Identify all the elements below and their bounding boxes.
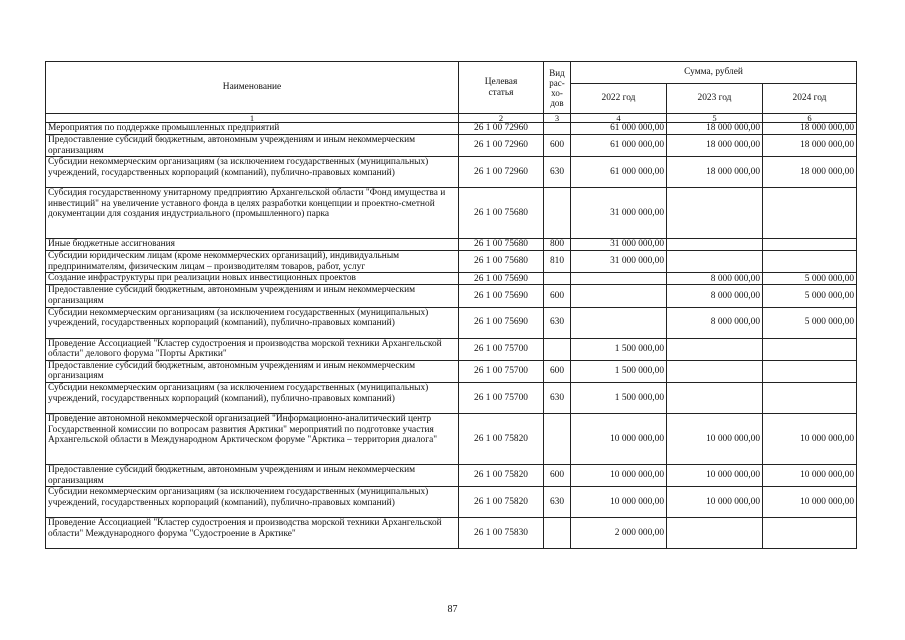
row-sum-2024-cell — [763, 382, 857, 413]
row-sum-2023-cell — [667, 338, 763, 360]
row-expense-type-cell — [544, 273, 571, 285]
row-sum-2023-cell: 18 000 000,00 — [667, 135, 763, 157]
table-row — [46, 239, 857, 251]
row-name-cell: Проведение Ассоциацией "Кластер судостроения и производства морской техники Архангельской области" Международного форума "Судостроение в Арктике" — [46, 518, 459, 549]
row-sum-2023-cell: 10 000 000,00 — [667, 413, 763, 464]
table-row — [46, 382, 857, 413]
row-expense-type-cell — [544, 338, 571, 360]
column-index: 3 — [544, 114, 571, 123]
row-sum-2022-cell — [571, 273, 667, 285]
column-index: 6 — [763, 114, 857, 123]
row-expense-type-cell — [544, 123, 571, 135]
row-sum-2023-cell: 8 000 000,00 — [667, 285, 763, 307]
row-sum-2024-cell: 18 000 000,00 — [763, 123, 857, 135]
row-sum-2022-cell: 10 000 000,00 — [571, 487, 667, 518]
row-name-cell: Предоставление субсидий бюджетным, автономным учреждениям и иным некоммерческим организациям — [46, 464, 459, 486]
row-name-cell: Проведение Ассоциацией "Кластер судостроения и производства морской техники Архангельской области" делового форума "Порты Арктики" — [46, 338, 459, 360]
row-target-article-cell: 26 1 00 75680 — [459, 188, 544, 239]
row-name-cell: Субсидии некоммерческим организациям (за исключением государственных (муниципальных) учреждений, государственных корпораций (компаний), публично-правовых компаний) — [46, 487, 459, 518]
row-target-article-cell: 26 1 00 75700 — [459, 338, 544, 360]
row-target-article-cell: 26 1 00 75700 — [459, 360, 544, 382]
row-expense-type-cell: 800 — [544, 239, 571, 251]
table-body — [46, 123, 857, 549]
table-row — [46, 338, 857, 360]
row-target-article-cell: 26 1 00 72960 — [459, 135, 544, 157]
header-sum: Сумма, рублей — [571, 62, 857, 84]
header-year-2023: 2023 год — [667, 84, 763, 114]
row-sum-2022-cell: 31 000 000,00 — [571, 251, 667, 273]
table-row — [46, 157, 857, 188]
row-target-article-cell: 26 1 00 75820 — [459, 487, 544, 518]
table-row — [46, 307, 857, 338]
column-index: 5 — [667, 114, 763, 123]
row-expense-type-cell — [544, 518, 571, 549]
row-sum-2024-cell — [763, 251, 857, 273]
row-name-cell: Предоставление субсидий бюджетным, автономным учреждениям и иным некоммерческим организациям — [46, 360, 459, 382]
row-sum-2024-cell — [763, 188, 857, 239]
row-expense-type-cell: 600 — [544, 360, 571, 382]
row-expense-type-cell — [544, 188, 571, 239]
row-sum-2024-cell — [763, 518, 857, 549]
row-sum-2024-cell: 18 000 000,00 — [763, 135, 857, 157]
column-index: 2 — [459, 114, 544, 123]
table-row — [46, 487, 857, 518]
row-sum-2022-cell: 61 000 000,00 — [571, 123, 667, 135]
header-year-2022: 2022 год — [571, 84, 667, 114]
row-name-cell: Субсидии юридическим лицам (кроме некоммерческих организаций), индивидуальным предпринимателям, физическим лицам – производителям товаров, работ, услуг — [46, 251, 459, 273]
row-sum-2022-cell: 1 500 000,00 — [571, 360, 667, 382]
row-target-article-cell: 26 1 00 72960 — [459, 157, 544, 188]
row-expense-type-cell — [544, 413, 571, 464]
row-name-cell: Субсидии некоммерческим организациям (за исключением государственных (муниципальных) учреждений, государственных корпораций (компаний), публично-правовых компаний) — [46, 382, 459, 413]
row-sum-2022-cell: 61 000 000,00 — [571, 157, 667, 188]
row-expense-type-cell: 630 — [544, 307, 571, 338]
table-row — [46, 135, 857, 157]
row-sum-2023-cell: 10 000 000,00 — [667, 487, 763, 518]
row-sum-2024-cell: 10 000 000,00 — [763, 413, 857, 464]
row-sum-2022-cell: 2 000 000,00 — [571, 518, 667, 549]
row-target-article-cell: 26 1 00 75680 — [459, 239, 544, 251]
column-index-row — [46, 114, 857, 123]
row-name-cell: Субсидия государственному унитарному предприятию Архангельской области "Фонд имущества и инвестиций" на увеличение уставного фонда в целях разработки концепции и проектно-сметной документации для создания индустриального (промышленного) парка — [46, 188, 459, 239]
row-name-cell: Субсидии некоммерческим организациям (за исключением государственных (муниципальных) учреждений, государственных корпораций (компаний), публично-правовых компаний) — [46, 157, 459, 188]
row-name-cell: Проведение автономной некоммерческой организацией "Информационно-аналитический центр Государственной комиссии по вопросам развития Арктики" мероприятий по подготовке участия Архангельской области в Международном Арктическом форуме "Арктика – территория диалога" — [46, 413, 459, 464]
budget-table — [45, 61, 857, 549]
row-sum-2023-cell — [667, 382, 763, 413]
row-sum-2023-cell: 8 000 000,00 — [667, 273, 763, 285]
row-expense-type-cell: 810 — [544, 251, 571, 273]
row-sum-2024-cell: 5 000 000,00 — [763, 273, 857, 285]
table-row — [46, 285, 857, 307]
row-name-cell: Мероприятия по поддержке промышленных предприятий — [46, 123, 459, 135]
row-expense-type-cell: 600 — [544, 135, 571, 157]
row-sum-2023-cell: 18 000 000,00 — [667, 123, 763, 135]
row-sum-2024-cell: 10 000 000,00 — [763, 464, 857, 486]
row-sum-2024-cell — [763, 360, 857, 382]
row-target-article-cell: 26 1 00 75690 — [459, 307, 544, 338]
row-name-cell: Субсидии некоммерческим организациям (за исключением государственных (муниципальных) учреждений, государственных корпораций (компаний), публично-правовых компаний) — [46, 307, 459, 338]
row-name-cell: Предоставление субсидий бюджетным, автономным учреждениям и иным некоммерческим организациям — [46, 135, 459, 157]
row-name-cell: Иные бюджетные ассигнования — [46, 239, 459, 251]
row-sum-2022-cell: 1 500 000,00 — [571, 338, 667, 360]
header-expense-type: Вид рас-хо-дов — [544, 62, 571, 114]
row-sum-2023-cell — [667, 188, 763, 239]
row-sum-2024-cell: 5 000 000,00 — [763, 285, 857, 307]
row-sum-2024-cell — [763, 239, 857, 251]
row-sum-2023-cell: 18 000 000,00 — [667, 157, 763, 188]
row-sum-2024-cell — [763, 338, 857, 360]
row-sum-2022-cell — [571, 285, 667, 307]
table-row — [46, 360, 857, 382]
row-name-cell: Создание инфраструктуры при реализации новых инвестиционных проектов — [46, 273, 459, 285]
budget-table-container — [45, 61, 856, 549]
page-number: 87 — [447, 604, 458, 615]
row-sum-2023-cell — [667, 518, 763, 549]
column-index: 4 — [571, 114, 667, 123]
row-sum-2023-cell — [667, 360, 763, 382]
table-row — [46, 273, 857, 285]
row-sum-2022-cell: 61 000 000,00 — [571, 135, 667, 157]
table-row — [46, 518, 857, 549]
table-row — [46, 123, 857, 135]
row-sum-2022-cell: 31 000 000,00 — [571, 188, 667, 239]
row-expense-type-cell: 600 — [544, 464, 571, 486]
row-sum-2024-cell: 10 000 000,00 — [763, 487, 857, 518]
column-index: 1 — [46, 114, 459, 123]
header-name: Наименование — [46, 62, 459, 114]
header-year-2024: 2024 год — [763, 84, 857, 114]
row-sum-2022-cell: 10 000 000,00 — [571, 413, 667, 464]
row-sum-2022-cell: 10 000 000,00 — [571, 464, 667, 486]
row-expense-type-cell: 630 — [544, 157, 571, 188]
row-sum-2022-cell: 1 500 000,00 — [571, 382, 667, 413]
table-row — [46, 251, 857, 273]
row-name-cell: Предоставление субсидий бюджетным, автономным учреждениям и иным некоммерческим организациям — [46, 285, 459, 307]
row-sum-2024-cell: 18 000 000,00 — [763, 157, 857, 188]
header-target-article: Целевая статья — [459, 62, 544, 114]
row-target-article-cell: 26 1 00 75700 — [459, 382, 544, 413]
row-sum-2022-cell — [571, 307, 667, 338]
row-expense-type-cell: 630 — [544, 487, 571, 518]
row-target-article-cell: 26 1 00 75690 — [459, 285, 544, 307]
row-sum-2023-cell: 10 000 000,00 — [667, 464, 763, 486]
row-sum-2024-cell: 5 000 000,00 — [763, 307, 857, 338]
row-sum-2023-cell — [667, 251, 763, 273]
table-row — [46, 464, 857, 486]
row-target-article-cell: 26 1 00 72960 — [459, 123, 544, 135]
row-target-article-cell: 26 1 00 75820 — [459, 413, 544, 464]
row-sum-2023-cell — [667, 239, 763, 251]
row-target-article-cell: 26 1 00 75820 — [459, 464, 544, 486]
table-row — [46, 413, 857, 464]
row-sum-2023-cell: 8 000 000,00 — [667, 307, 763, 338]
row-target-article-cell: 26 1 00 75680 — [459, 251, 544, 273]
row-sum-2022-cell: 31 000 000,00 — [571, 239, 667, 251]
row-target-article-cell: 26 1 00 75830 — [459, 518, 544, 549]
table-row — [46, 188, 857, 239]
row-target-article-cell: 26 1 00 75690 — [459, 273, 544, 285]
row-expense-type-cell: 630 — [544, 382, 571, 413]
row-expense-type-cell: 600 — [544, 285, 571, 307]
